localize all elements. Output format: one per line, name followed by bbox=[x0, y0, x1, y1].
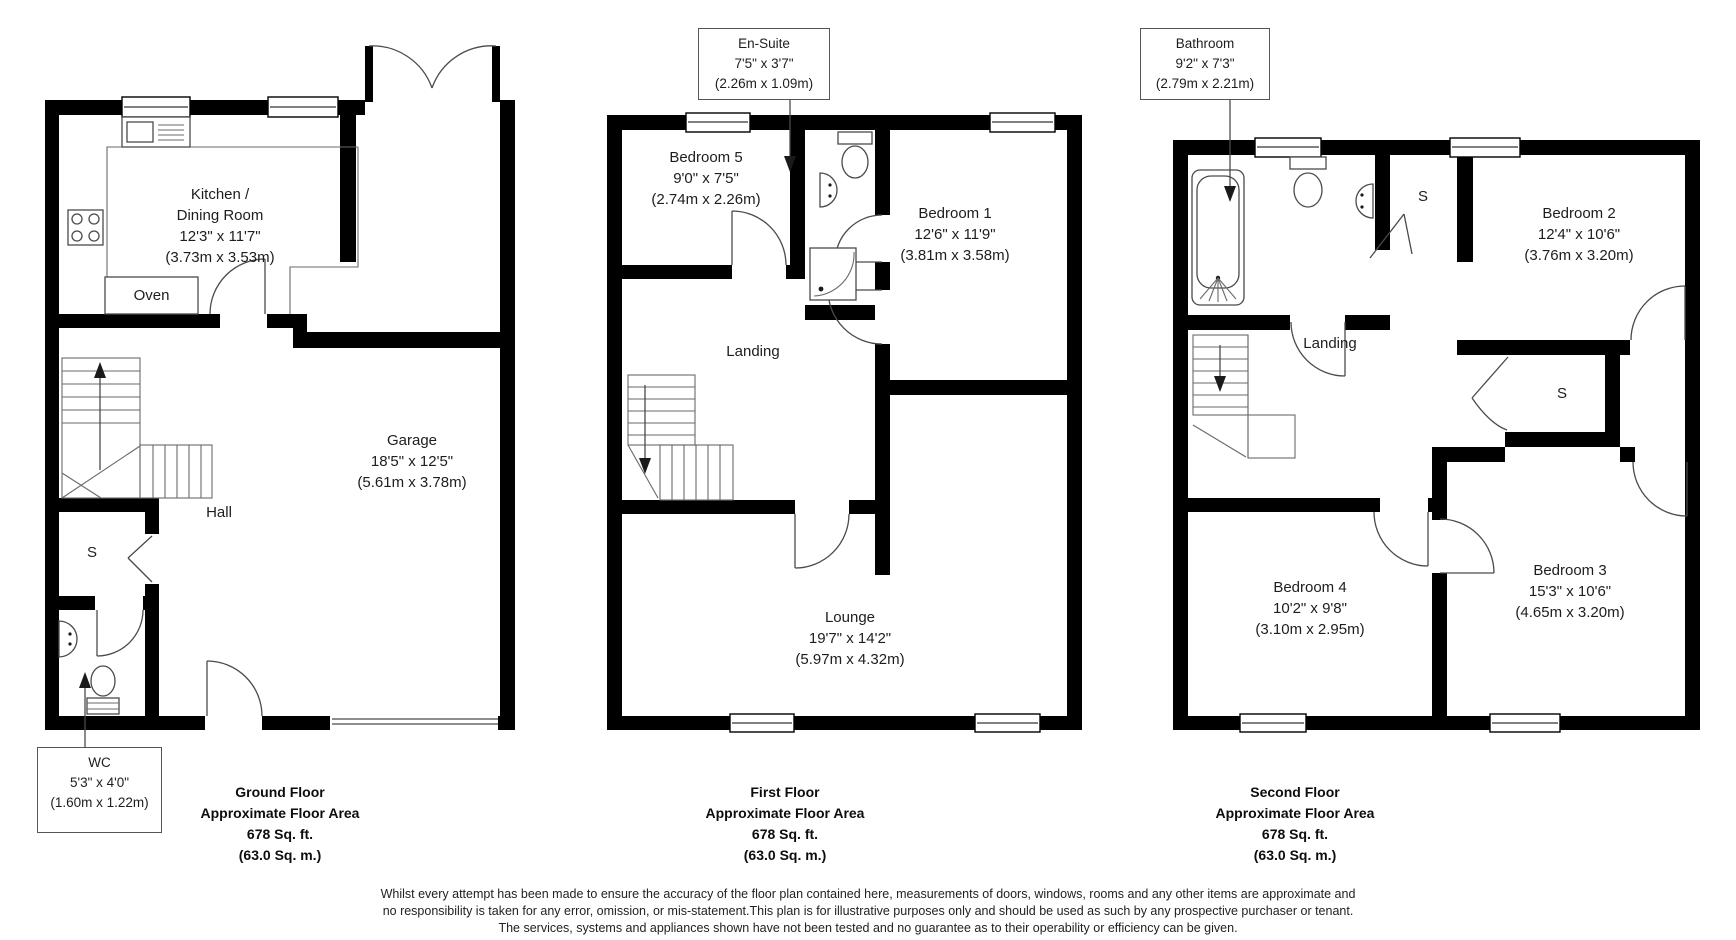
bedroom4-door-arc bbox=[1374, 512, 1428, 566]
garage-door-line bbox=[332, 719, 498, 724]
kitchen-label: Kitchen / Dining Room 12'3" x 11'7" (3.73m x 3.53m) bbox=[165, 186, 275, 266]
bathroom-callout: Bathroom 9'2" x 7'3" (2.79m x 2.21m) bbox=[1140, 28, 1270, 100]
stairs-up-arrow bbox=[94, 362, 106, 470]
disclaimer-text: Whilst every attempt has been made to ensure the accuracy of the floor plan contained here, measurements of doors, windows, rooms and any other items are approximate and no responsibility is taken for any error, omission, or mis-statement.This plan is for illustrative purposes only and should be used as such by any prospective purchaser or tenant. The services, systems and appliances shown have not been tested and no guarantee as to their operability or efficiency can be given. bbox=[380, 887, 1356, 935]
garage-label: Garage 18'5" x 12'5" (5.61m x 3.78m) bbox=[357, 432, 467, 491]
garage-entry-double-doors bbox=[369, 46, 496, 88]
bathroom-sink-icon bbox=[1356, 184, 1373, 218]
shower-icon bbox=[810, 248, 856, 300]
window bbox=[268, 97, 338, 117]
second-floor-caption: Second Floor Approximate Floor Area 678 Sq. ft. (63.0 Sq. m.) bbox=[1215, 784, 1375, 863]
bedroom3-label: Bedroom 3 15'3" x 10'6" (4.65m x 3.20m) bbox=[1515, 562, 1625, 621]
bedroom2-door-arc bbox=[1631, 286, 1685, 340]
stairs-down-arrow bbox=[639, 385, 651, 474]
first-floor-caption: First Floor Approximate Floor Area 678 Sq. ft. (63.0 Sq. m.) bbox=[705, 784, 865, 863]
ensuite-sink-icon bbox=[820, 173, 837, 207]
toilet-icon bbox=[87, 666, 119, 714]
store-top-label: S bbox=[1417, 188, 1428, 205]
store-door-lines bbox=[128, 536, 152, 582]
window bbox=[686, 113, 750, 132]
store-mid-label: S bbox=[1556, 385, 1567, 402]
front-door-arc bbox=[207, 661, 262, 716]
ensuite-callout: En-Suite 7'5" x 3'7" (2.26m x 1.09m) bbox=[698, 28, 830, 100]
wc-door-arc bbox=[97, 610, 143, 656]
landing-label: Landing bbox=[1303, 335, 1357, 352]
window bbox=[1255, 138, 1321, 157]
stairs bbox=[62, 358, 212, 498]
kitchen-sink-icon bbox=[122, 117, 190, 147]
hall-label: Hall bbox=[206, 504, 232, 521]
lounge-door-arc bbox=[795, 514, 849, 568]
ensuite-toilet-icon bbox=[838, 132, 872, 178]
stairs-down-arrow bbox=[1214, 345, 1226, 392]
window bbox=[990, 113, 1055, 132]
stairs bbox=[628, 375, 733, 500]
bedroom5-door-arc bbox=[732, 211, 786, 265]
bath-icon bbox=[1192, 170, 1244, 305]
lounge-label: Lounge 19'7" x 14'2" (5.97m x 4.32m) bbox=[795, 609, 905, 668]
oven-label: Oven bbox=[133, 287, 170, 304]
window bbox=[730, 714, 794, 732]
bedroom4-label: Bedroom 4 10'2" x 9'8" (3.10m x 2.95m) bbox=[1255, 579, 1365, 638]
ground-walls bbox=[45, 46, 515, 730]
hob-icon bbox=[68, 210, 103, 245]
window bbox=[1450, 138, 1520, 157]
ground-floor-plan bbox=[45, 46, 515, 747]
bedroom3-second-door-arc bbox=[1633, 462, 1687, 516]
landing-label: Landing bbox=[726, 343, 780, 360]
bedroom2-label: Bedroom 2 12'4" x 10'6" (3.76m x 3.20m) bbox=[1524, 205, 1634, 264]
wc-sink-icon bbox=[59, 621, 77, 657]
store-mid-door-lines bbox=[1472, 357, 1508, 430]
wc-callout: WC 5'3" x 4'0" (1.60m x 1.22m) bbox=[37, 747, 162, 833]
bedroom1-label: Bedroom 1 12'6" x 11'9" (3.81m x 3.58m) bbox=[900, 205, 1010, 264]
store-label: S bbox=[86, 544, 97, 561]
window bbox=[1240, 714, 1306, 732]
ground-floor-caption: Ground Floor Approximate Floor Area 678 Sq. ft. (63.0 Sq. m.) bbox=[200, 784, 360, 863]
window bbox=[1490, 714, 1560, 732]
window bbox=[975, 714, 1040, 732]
toilet-icon bbox=[1290, 157, 1326, 207]
window bbox=[122, 97, 190, 117]
bedroom5-label: Bedroom 5 9'0" x 7'5" (2.74m x 2.26m) bbox=[651, 149, 761, 208]
